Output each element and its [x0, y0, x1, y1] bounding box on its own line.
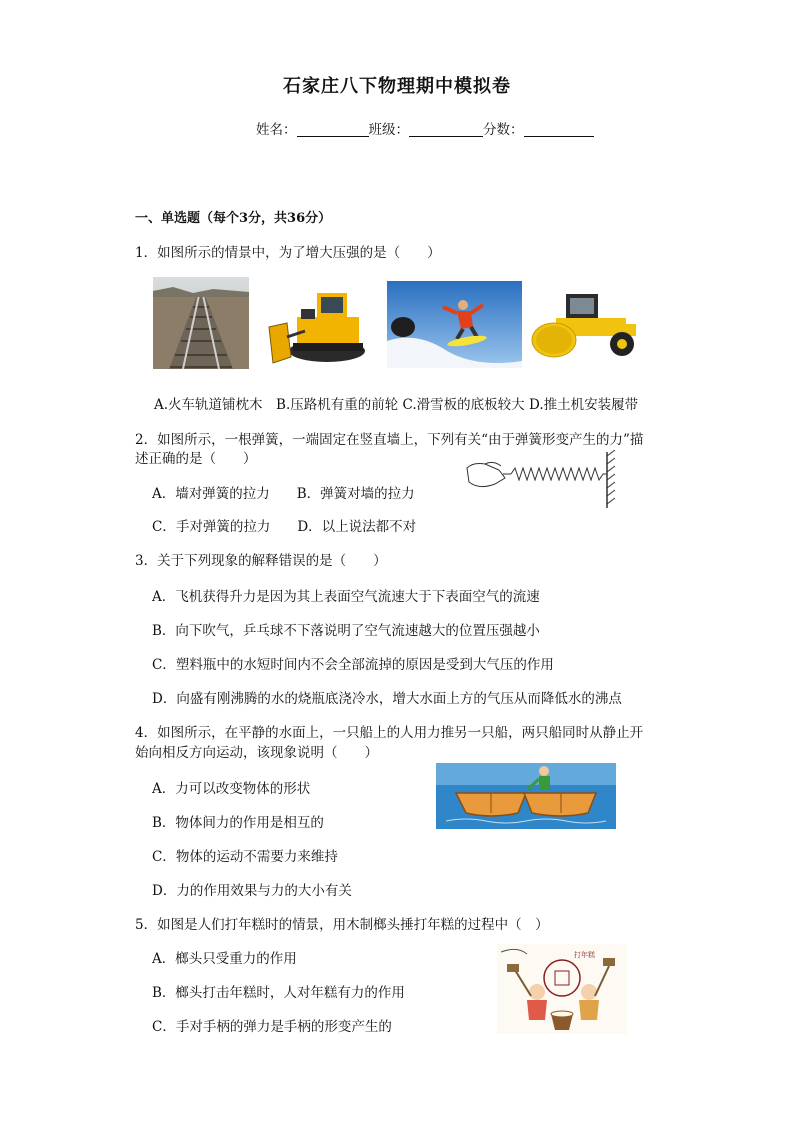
- snowboarder-image: [387, 281, 522, 368]
- q2-options-cd: C．手对弹簧的拉力 D．以上说法都不对: [152, 519, 417, 535]
- q3-stem: 3．关于下列现象的解释错误的是（ ）: [135, 553, 387, 569]
- q2-stem-line1: 2．如图所示，一根弹簧，一端固定在竖直墙上，下列有关“由于弹簧形变产生的力”描: [135, 432, 644, 448]
- road-roller-image: [526, 290, 652, 358]
- q5-option-b: B．榔头打击年糕时，人对年糕有力的作用: [152, 985, 405, 1001]
- q3-option-d: D．向盛有刚沸腾的水的烧瓶底浇冷水，增大水面上方的气压从而降低水的沸点: [152, 691, 622, 707]
- rice-cake-pounding-image: [497, 944, 627, 1034]
- page-title: 石家庄八下物理期中模拟卷: [283, 76, 511, 97]
- score-blank: [524, 122, 594, 137]
- section-heading: 一、单选题（每个3分，共36分）: [135, 211, 332, 226]
- q1-options: A.火车轨道铺枕木 B.压路机有重的前轮 C.滑雪板的底板较大 D.推土机安装履带: [154, 397, 639, 413]
- q4-option-c: C．物体的运动不需要力来维持: [152, 849, 338, 865]
- class-blank: [409, 122, 483, 137]
- name-label: 姓名：: [256, 122, 297, 138]
- q4-option-a: A．力可以改变物体的形状: [152, 781, 311, 797]
- q3-option-c: C．塑料瓶中的水短时间内不会全部流掉的原因是受到大气压的作用: [152, 657, 554, 673]
- rice-cake-caption: 打年糕: [574, 951, 595, 959]
- q4-stem-line1: 4．如图所示，在平静的水面上，一只船上的人用力推另一只船，两只船同时从静止开: [135, 725, 644, 741]
- boats-push-image: [436, 763, 616, 829]
- score-label: 分数：: [483, 122, 524, 138]
- bulldozer-image: [265, 279, 375, 369]
- class-label: 班级：: [368, 122, 409, 138]
- q4-option-d: D．力的作用效果与力的大小有关: [152, 883, 352, 899]
- student-info-line: [256, 118, 594, 138]
- railway-track-image: [153, 277, 249, 369]
- q5-option-c: C．手对手柄的弹力是手柄的形变产生的: [152, 1019, 392, 1035]
- q3-option-b: B．向下吹气，乒乓球不下落说明了空气流速越大的位置压强越小: [152, 623, 540, 639]
- q4-option-b: B．物体间力的作用是相互的: [152, 815, 324, 831]
- q3-option-a: A．飞机获得升力是因为其上表面空气流速大于下表面空气的流速: [152, 589, 540, 605]
- q5-stem: 5．如图是人们打年糕时的情景，用木制榔头捶打年糕的过程中（ ）: [135, 917, 549, 933]
- q2-stem-line2: 述正确的是（ ）: [135, 451, 257, 467]
- q1-stem: 1．如图所示的情景中，为了增大压强的是（ ）: [135, 245, 441, 261]
- q5-option-a: A．榔头只受重力的作用: [152, 951, 297, 967]
- q2-options-ab: A．墙对弹簧的拉力 B．弹簧对墙的拉力: [152, 486, 415, 502]
- spring-wall-diagram: [465, 450, 625, 510]
- q4-stem-line2: 始向相反方向运动，该现象说明（ ）: [135, 745, 378, 761]
- name-blank: [297, 122, 369, 137]
